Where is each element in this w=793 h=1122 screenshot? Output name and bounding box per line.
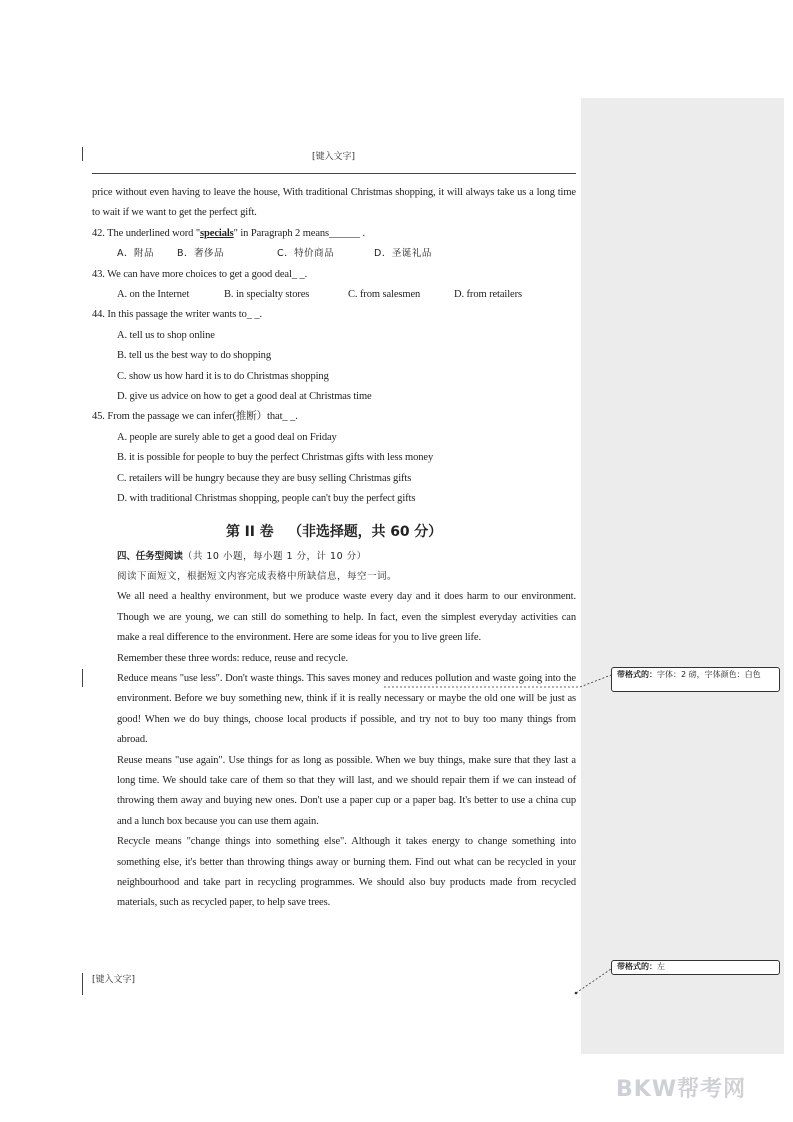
option: A．附品 <box>117 248 154 260</box>
option: C. retailers will be hungry because they are busy selling Christmas gifts <box>117 472 412 484</box>
passage-paragraph: Reduce means "use less". Don't waste things. This saves money and reduces pollution and waste going into the environment. Before we buy something new, think if it is really necessary or maybe the old one will be just as good! When we do buy things, choose local products if possible, and try not to buy too many things from abroad. <box>117 672 576 746</box>
task-heading: 四、任务型阅读（共 10 小题，每小题 1 分，计 10 分） <box>117 550 367 562</box>
option: C. from salesmen <box>348 289 421 301</box>
question-45: 45. From the passage we can infer(推断）that_ _. <box>92 411 298 423</box>
option: A. on the Internet <box>117 289 190 301</box>
option: C. show us how hard it is to do Christmas shopping <box>117 370 329 382</box>
underlined-word: specials <box>200 227 234 239</box>
option: A. people are surely able to get a good deal on Friday <box>117 431 337 443</box>
option: D. from retailers <box>454 289 522 301</box>
passage-paragraph: We all need a healthy environment, but we produce waste every day and it does harm to our environment. Though we are young, we can still do something to help. In fact, even the simplest everyday activities can make a real difference to the environment. Here are some ideas for you to live green life. <box>117 591 576 644</box>
option: B．奢侈品 <box>177 248 225 260</box>
passage-paragraph: Recycle means "change things into something else". Although it takes energy to change something into something else, it's better than throwing things away or burning them. Find out what can be recycled in your neighbourhood and take part in recycling programmes. We should also buy products made from recycled materials, such as recycled paper, to help save trees. <box>117 836 576 909</box>
option: B. tell us the best way to do shopping <box>117 350 271 362</box>
option: C．特价商品 <box>277 248 335 260</box>
watermark-logo: BKW帮考网 <box>616 1077 747 1102</box>
option: D. give us advice on how to get a good deal at Christmas time <box>117 391 372 403</box>
format-comment[interactable]: 带格式的：字体：2 磅，字体颜色：白色 <box>611 667 780 692</box>
section-title: 第 II 卷 （非选择题，共 60 分） <box>225 523 443 540</box>
option: B. in specialty stores <box>224 289 310 301</box>
format-comment[interactable]: 带格式的：左 <box>611 960 780 975</box>
passage-paragraph: Reuse means "use again". Use things for as long as possible. When we buy things, make sure that they last a long time. We should take care of them so that they will last, and we should repair them if we can instead of throwing them away and buying new ones. Don't use a paper cup or a paper bag. It's better to use a china cup and a lunch box because you can use them again. <box>117 754 576 827</box>
option: B. it is possible for people to buy the perfect Christmas gifts with less money <box>117 452 434 464</box>
task-instruction: 阅读下面短文，根据短文内容完成表格中所缺信息，每空一词。 <box>117 570 398 582</box>
question-42: 42. The underlined word "specials" in Paragraph 2 means______ . <box>92 227 365 239</box>
page-footer[interactable]: [键入文字] <box>92 975 136 985</box>
intro-paragraph: price without even having to leave the house, With traditional Christmas shopping, it will always take us a long time to wait if we want to get the perfect gift. <box>92 187 576 219</box>
page-header[interactable]: [键入文字] <box>312 152 356 162</box>
option: D. with traditional Christmas shopping, people can't buy the perfect gifts <box>117 493 416 505</box>
option: D．圣诞礼品 <box>374 248 432 260</box>
option: A. tell us to shop online <box>117 329 215 341</box>
question-44: 44. In this passage the writer wants to_ _. <box>92 309 263 321</box>
question-43: 43. We can have more choices to get a good deal_ _. <box>92 268 308 280</box>
passage-paragraph: Remember these three words: reduce, reuse and recycle. <box>117 652 349 664</box>
